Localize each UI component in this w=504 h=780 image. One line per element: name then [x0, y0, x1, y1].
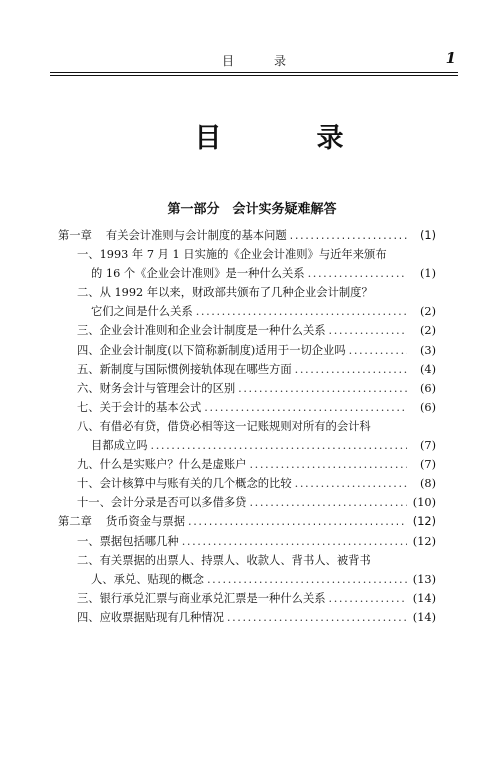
toc-entry-title: 四、企业会计制度(以下简称新制度)适用于一切企业吗 — [77, 343, 346, 357]
toc-page-number: (12) — [412, 534, 436, 548]
dot-leader — [249, 455, 407, 474]
toc-entry[interactable] — [58, 302, 436, 321]
dot-leader — [207, 570, 407, 589]
toc-chapter-entry[interactable] — [58, 512, 436, 531]
toc-page-number: (12) — [412, 515, 436, 529]
toc-page-number: (7) — [419, 458, 436, 472]
toc-entry-title: 人、承兑、贴现的概念 — [91, 572, 204, 586]
toc-entry[interactable] — [58, 436, 436, 455]
toc-entry[interactable] — [58, 245, 436, 264]
toc-entry[interactable] — [58, 417, 436, 436]
toc-entry-title: 十、会计核算中与账有关的几个概念的比较 — [77, 477, 292, 491]
toc-page-number: (7) — [419, 439, 436, 453]
dot-leader — [308, 264, 407, 283]
header-rule-thick — [50, 72, 458, 73]
dot-leader — [329, 321, 407, 340]
toc-entry-title: 的 16 个《企业会计准则》是一种什么关系 — [91, 267, 305, 281]
toc-page-number: (6) — [419, 400, 436, 414]
chapter-title: 有关会计准则与会计制度的基本问题 — [105, 229, 287, 242]
dot-leader — [204, 398, 407, 417]
dot-leader — [196, 302, 407, 321]
toc-page-number: (10) — [412, 496, 436, 510]
toc-entry[interactable] — [58, 493, 436, 512]
toc-entry[interactable] — [58, 341, 436, 360]
dot-leader — [227, 608, 407, 627]
toc-entry-title: 三、企业会计准则和企业会计制度是一种什么关系 — [77, 324, 326, 338]
toc-page-number: (6) — [419, 381, 436, 395]
dot-leader — [295, 474, 407, 493]
toc-page-number: (14) — [412, 591, 436, 605]
toc-page-number: (8) — [419, 477, 436, 491]
toc-entry[interactable] — [58, 379, 436, 398]
toc-entry[interactable] — [58, 570, 436, 589]
dot-leader — [151, 436, 408, 455]
toc-page-number: (1) — [419, 229, 436, 242]
toc-entry-title: 二、有关票据的出票人、持票人、收款人、背书人、被背书 — [77, 553, 371, 567]
running-header — [50, 49, 458, 74]
toc-entry[interactable] — [58, 360, 436, 379]
dot-leader — [182, 532, 407, 551]
toc-entry[interactable] — [58, 551, 436, 570]
chapter-number: 第二章 — [58, 515, 92, 529]
toc-entry-title: 九、什么是实账户？什么是虚账户 — [77, 458, 247, 472]
toc-entry[interactable] — [58, 264, 436, 283]
header-page-number: 1 — [445, 49, 456, 67]
toc-page-number: (2) — [419, 324, 436, 338]
dot-leader — [188, 512, 407, 531]
toc-entry-title: 一、1993 年 7 月 1 日实施的《企业会计准则》与近年来颁布 — [77, 248, 387, 262]
toc-entry-title: 六、财务会计与管理会计的区别 — [77, 381, 236, 395]
toc-entry[interactable] — [58, 608, 436, 627]
dot-leader — [238, 379, 407, 398]
toc-entry-title: 目都成立吗 — [91, 439, 148, 453]
toc-page-number: (3) — [419, 343, 436, 357]
table-of-contents — [58, 226, 436, 627]
toc-page-number: (1) — [419, 267, 436, 281]
toc-chapter-entry[interactable] — [58, 226, 436, 245]
toc-entry-title: 五、新制度与国际惯例接轨体现在哪些方面 — [77, 362, 292, 376]
dot-leader — [249, 493, 407, 512]
toc-entry-title: 七、关于会计的基本公式 — [77, 400, 202, 414]
dot-leader — [349, 341, 407, 360]
toc-entry-title — [58, 226, 287, 245]
part-title: 第一部分 会计实务疑难解答 — [167, 202, 337, 217]
toc-page-number: (14) — [412, 610, 436, 624]
toc-entry-title: 十一、会计分录是否可以多借多贷 — [77, 496, 247, 510]
dot-leader — [329, 589, 407, 608]
toc-page-number: (13) — [412, 572, 436, 586]
toc-entry[interactable] — [58, 532, 436, 551]
toc-entry[interactable] — [58, 321, 436, 340]
toc-page-number: (4) — [419, 362, 436, 376]
toc-entry-title: 四、应收票据贴现有几种情况 — [77, 610, 224, 624]
chapter-title: 货币资金与票据 — [105, 515, 185, 529]
header-rule-thin — [50, 75, 458, 76]
dot-leader — [295, 360, 407, 379]
toc-entry[interactable] — [58, 398, 436, 417]
toc-entry-title: 三、银行承兑汇票与商业承兑汇票是一种什么关系 — [77, 591, 326, 605]
header-title: 目 录 — [221, 54, 300, 68]
toc-entry-title: 一、票据包括哪几种 — [77, 534, 179, 548]
toc-entry[interactable] — [58, 474, 436, 493]
dot-leader — [290, 226, 407, 245]
toc-entry-title: 它们之间是什么关系 — [91, 305, 193, 319]
toc-page-number: (2) — [419, 305, 436, 319]
toc-entry-title: 二、从 1992 年以来，财政部共颁布了几种企业会计制度？ — [77, 286, 373, 300]
toc-entry-title — [58, 512, 185, 531]
chapter-number: 第一章 — [58, 229, 92, 242]
toc-entry[interactable] — [58, 589, 436, 608]
toc-entry[interactable] — [58, 283, 436, 302]
toc-entry[interactable] — [58, 455, 436, 474]
page-title: 目 录 — [194, 123, 378, 154]
toc-entry-title: 八、有借必有贷，借贷必相等这一记账规则对所有的会计科 — [77, 419, 371, 433]
